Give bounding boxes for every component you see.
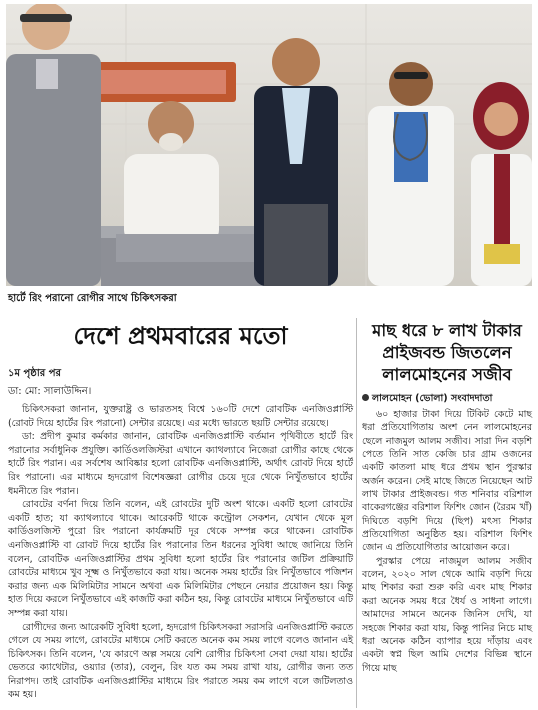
side-headline: মাছ ধরে ৮ লাখ টাকার প্রাইজবন্ড জিতলেন লালমোহনের সজীব	[372, 321, 522, 384]
photo-caption: হার্টে রিং পরানো রোগীর সাথে চিকিৎসকরা	[8, 293, 177, 304]
paragraph: রোগীদের জন্য আরেকটি সুবিধা হলো, হৃদরোগ চিকিৎসকরা সরাসরি এনজিওপ্লাস্টি করতে গেলে যে সময় লাগে, রোবটের মাধ্যমে সেটি করতে অনেক কম সময় লাগে বলেও জানান এই চিকিৎসক। তিনি বলেন, 'যে কারণে অল্প সময়ে বেশি রোগীর চিকিৎসা সেবা দেয়া যায়। হার্টের ভেতরে ক্যাথেটার, ওয়্যার (তার), বেলুন, রিং যত কম সময় রাখা যায়, রোগীর জন্য তত নিরাপদ। তাই রোবটিক এনজিওপ্লাস্টির মাধ্যমে রিং পরাতে সময় কম লাগে বলে জটিলতাও কম হয়।	[8, 621, 353, 701]
byline: ডা: মো: সালাউদ্দিন।	[8, 386, 92, 397]
paragraph: রোবটের বর্ণনা দিয়ে তিনি বলেন, এই রোবটের দুটি অংশ থাকে। একটি হলো রোবটের একটি হাত; যা ক্যাথল্যাবে থাকে। আরেকটি থাকে কন্ট্রোল সেকশন, যেখান থেকে মূল কার্ডিওলজিস্ট পুরো রিং পরানো কার্যক্রমটি দূর থেকে সম্পন্ন করে থাকেন। রোবটিক এনজিওপ্লাস্টি বা রোবট দিয়ে হার্টের রিং পরানোর তিন ধরনের সুবিধা আছে জানিয়ে তিনি বলেন, রোবটিক এনজিওপ্লাস্টির প্রথম সুবিধা হলো হার্টের রিং পরানোর জটিল প্রক্রিয়াটি রোবটের মাধ্যমে খুব সূক্ষ্ম ও নিখুঁতভাবে করা যায়। অনেক সময় হার্টের রিং নিখুঁতভাবে পজিশন করার জন্য এক মিলিমিটার সামনে অথবা এক মিলিমিটার পেছনে নেয়ার প্রয়োজন হয়। কিন্তু হাত দিয়ে করলে নিখুঁতভাবে এই কাজটি করা কঠিন হয়, কিন্তু রোবটের মাধ্যমে নিখুঁতভাবে এটি সম্পন্ন করা যায়।	[8, 499, 353, 619]
column-divider	[356, 318, 357, 708]
photo-illustration	[6, 4, 532, 286]
side-body	[362, 408, 532, 675]
bullet-icon	[362, 394, 369, 401]
main-story	[8, 318, 353, 702]
paragraph: চিকিৎসকরা জানান, যুক্তরাষ্ট্র ও ভারতসহ বিশ্বে ১৬০টি দেশে রোবটিক এনজিওপ্লাস্টি (রোবট দিয়ে হার্টের রিং পরানো) সেন্টার রয়েছে। এর মধ্যে ভারতে ছয়টি সেন্টার রয়েছে।	[8, 404, 353, 429]
dateline-text: লালমোহন (ভোলা) সংবাদদাতা	[372, 393, 493, 404]
news-photo	[6, 4, 532, 286]
continued-label: ১ম পৃষ্ঠার পর	[8, 368, 61, 379]
paragraph: পুরস্কার পেয়ে নাজমুল আলম সজীব বলেন, ২০২০ সাল থেকে আমি বড়শি দিয়ে মাছ শিকার করা শুরু করি এবং মাছ শিকার করা অনেক সময় ধরে ধৈর্য ও সাধনা লাগে। আমাদের সামনে অনেক জিনিস দেখি, যা সহজে শিকার করা যায়, কিন্তু পানির নিচে মাছ ধরা অনেক কঠিন ব্যাপার হয়ে দাঁড়ায় এবং একটা স্বপ্ন ছিল আমি দেশের বিভিন্ন স্থানে গিয়ে মাছ	[362, 555, 532, 674]
dateline	[362, 392, 532, 407]
main-headline: দেশে প্রথমবারের মতো	[73, 321, 288, 350]
paragraph: ডা: প্রদীপ কুমার কর্মকার জানান, রোবটিক এনজিওপ্লাস্টি বর্তমান পৃথিবীতে হার্টে রিং পরানোর সর্বাধুনিক প্রযুক্তি। কার্ডিওলজিস্টরা এখানে ক্যাথল্যাবে নিজেরা রোগীর কাছে থেকে হার্টে রিং পরান। এর সর্বশেষ আবিষ্কার হলো রোবটিক এনজিওপ্লাস্টি, অর্থাৎ রোবট দিয়ে হার্টে রিং পরানো। এর মাধ্যমে হৃদরোগ বিশেষজ্ঞরা রোগীর চেয়ে দূরে থেকে নিখুঁতভাবে হার্টের ধমনীতে রিং পরান।	[8, 431, 353, 497]
main-body	[8, 403, 353, 702]
side-story	[362, 318, 532, 675]
paragraph: ৬০ হাজার টাকা দিয়ে টিকিট কেটে মাছ ধরা প্রতিযোগিতায় অংশ নেন লালমোহনের ছেলে নাজমুল আলম সজীব। সারা দিন বড়শি পেতে তিনি সাত কেজি চার গ্রাম ওজনের একটি কাতলা মাছ ধরে প্রথম স্থান পুরস্কার অর্জন করেন। সেই মাছে জিতে নিয়েছেন আট লাখ টাকার প্রাইজবন্ড। গত শনিবার বরিশাল বাকেরগঞ্জের বরিশাল ফিশিং জোন (রৈরম খাঁ) দিঘিতে বড়শি দিয়ে (ছিপ) মৎস্য শিকার প্রতিযোগিতা অনুষ্ঠিত হয়। বরিশাল ফিশিং জোন এ প্রতিযোগিতার আয়োজন করে।	[362, 409, 532, 554]
